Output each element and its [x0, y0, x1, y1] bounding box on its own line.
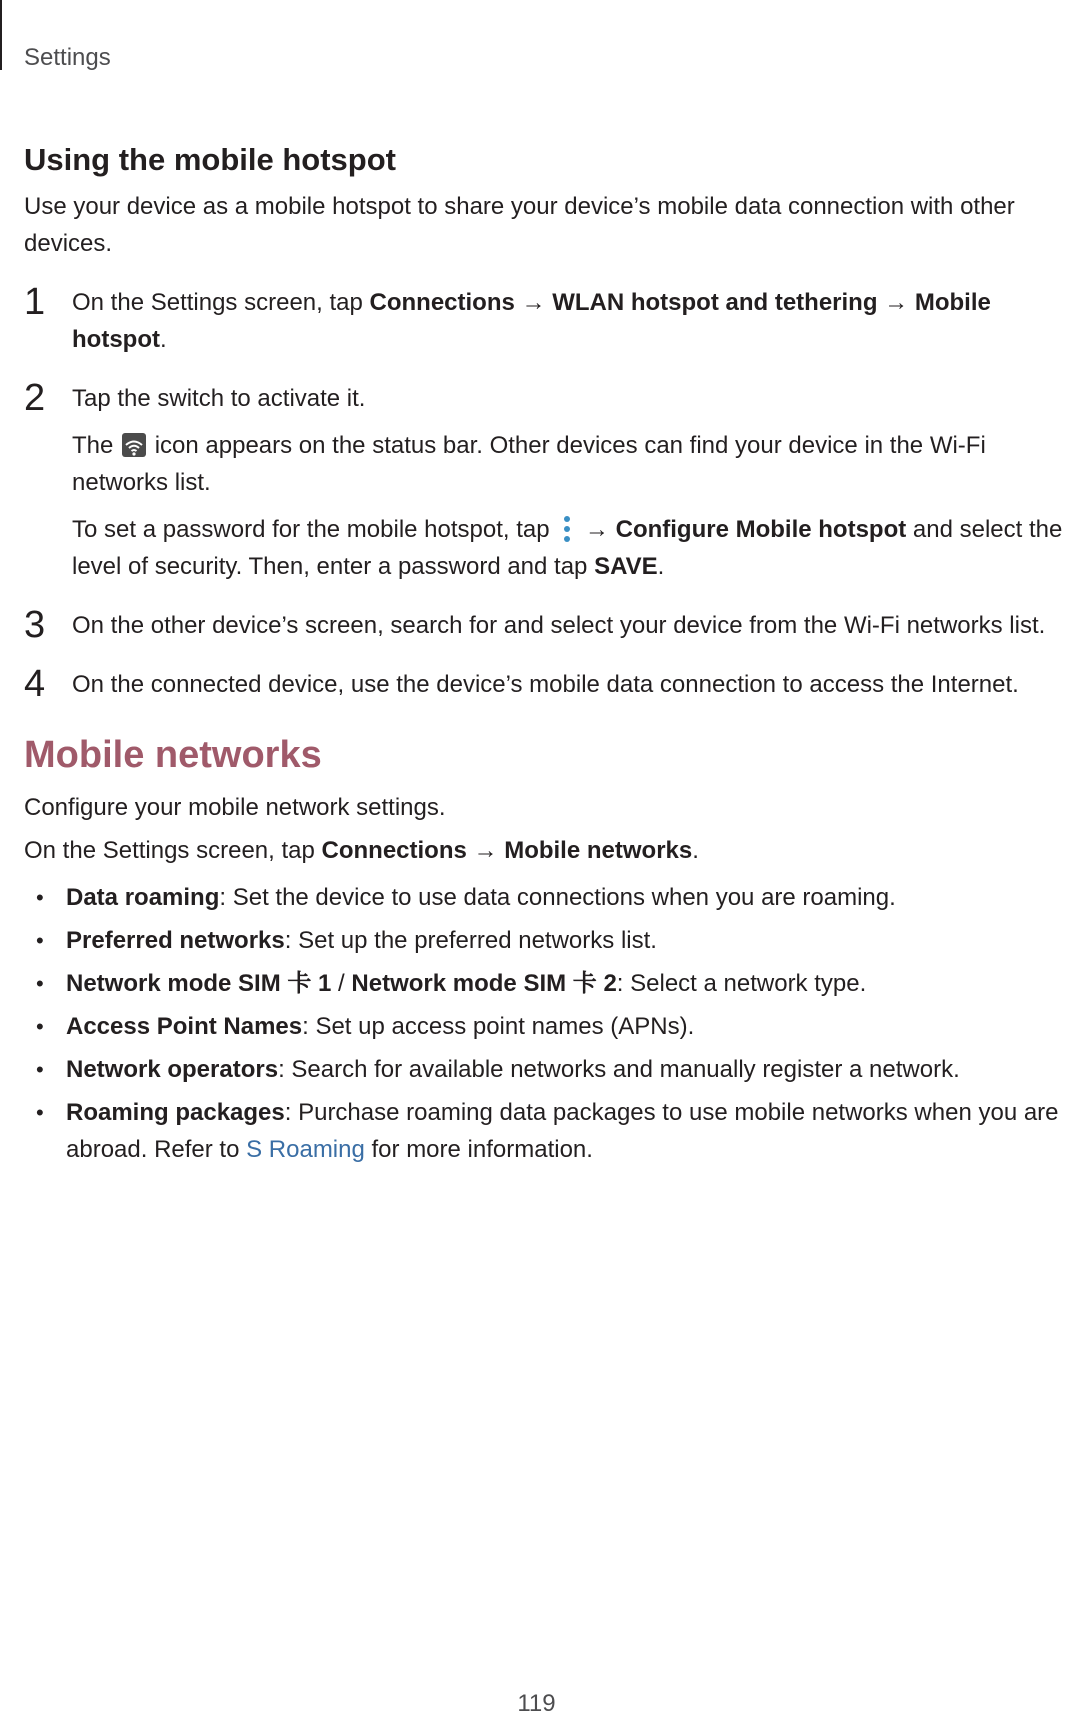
option-term: Network operators: [66, 1055, 279, 1083]
option-desc: : Set up access point names (APNs).: [302, 1012, 695, 1040]
connections-term: Connections: [321, 836, 467, 864]
bullet: •: [36, 1056, 44, 1082]
step-text: Tap the switch to activate it.: [72, 385, 366, 413]
mobile-networks-intro: Configure your mobile network settings.: [24, 793, 446, 821]
hotspot-status-icon: [122, 433, 146, 457]
option-term: Data roaming: [66, 883, 220, 911]
step-note-icon: The icon appears on the status bar. Other devices can find your device in the Wi-Fi networks list.: [72, 432, 986, 497]
connections-term: Connections: [369, 289, 515, 317]
option-term: Network mode SIM 卡 2: [351, 969, 617, 997]
option-desc: : Select a network type.: [616, 969, 867, 997]
more-options-icon: [562, 514, 572, 544]
page-content: [24, 140, 1072, 1168]
bullet: •: [36, 1013, 44, 1039]
page-edge-rule: [0, 0, 2, 70]
step-number: 3: [24, 604, 46, 647]
mobile-networks-options-list: [24, 879, 1072, 1168]
bullet: •: [36, 1099, 44, 1125]
option-term: Access Point Names: [66, 1012, 303, 1040]
hotspot-step-3: [24, 604, 1072, 647]
option-term: Network mode SIM 卡 1: [66, 969, 332, 997]
bullet: •: [36, 884, 44, 910]
option-term: Preferred networks: [66, 926, 285, 954]
wlan-hotspot-term: WLAN hotspot and tethering: [552, 289, 878, 317]
option-desc: : Purchase roaming data packages to use mobile networks when you are abroad. Refer to: [66, 1098, 1059, 1163]
list-item: [24, 922, 1072, 959]
option-desc: : Set the device to use data connections when you are roaming.: [219, 883, 896, 911]
page-number: 119: [517, 1690, 556, 1717]
hotspot-step-2: [24, 377, 1072, 585]
hotspot-intro: Use your device as a mobile hotspot to share your device’s mobile data connection with other devices.: [24, 193, 1015, 258]
mobile-networks-heading: Mobile networks: [24, 734, 322, 777]
step-number: 4: [24, 663, 46, 706]
mobile-hotspot-term: Mobile hotspot: [72, 289, 991, 354]
list-item: • Network mode SIM 卡 1 / Network mode SIM 卡 2: Select a network type.: [24, 965, 1072, 1002]
option-term: Roaming packages: [66, 1098, 285, 1126]
list-item: [24, 1051, 1072, 1088]
s-roaming-link[interactable]: S Roaming: [246, 1135, 365, 1163]
save-term: SAVE: [594, 553, 658, 581]
list-item: [24, 1008, 1072, 1045]
configure-hotspot-term: Configure Mobile hotspot: [615, 516, 907, 544]
bullet: •: [36, 970, 44, 996]
hotspot-heading: Using the mobile hotspot: [24, 142, 396, 177]
list-item: [24, 879, 1072, 916]
hotspot-step-1: [24, 281, 1072, 358]
step-text: On the other device’s screen, search for and select your device from the Wi-Fi networks list.: [72, 612, 1046, 640]
option-desc: : Set up the preferred networks list.: [284, 926, 657, 954]
mobile-networks-term: Mobile networks: [504, 836, 693, 864]
step-number: 2: [24, 377, 46, 420]
bullet: •: [36, 927, 44, 953]
hotspot-step-4: [24, 663, 1072, 706]
step-text: On the connected device, use the device’s mobile data connection to access the Internet.: [72, 671, 1019, 699]
step-text: On the Settings screen, tap Connections → WLAN hotspot and tethering → Mobile hotspot.: [72, 289, 991, 354]
mobile-networks-path: On the Settings screen, tap Connections → Mobile networks.: [24, 836, 699, 864]
list-item: • Roaming packages: Purchase roaming data packages to use mobile networks when you are abroad. Refer to S Roaming for more information.: [24, 1094, 1072, 1168]
step-note-password: To set a password for the mobile hotspot, tap → Configure Mobile hotspot and select the level of security. Then, enter a password and tap SAVE.: [72, 511, 1072, 585]
option-desc: : Search for available networks and manually register a network.: [278, 1055, 960, 1083]
page-header-label: Settings: [24, 44, 111, 71]
step-number: 1: [24, 281, 46, 324]
